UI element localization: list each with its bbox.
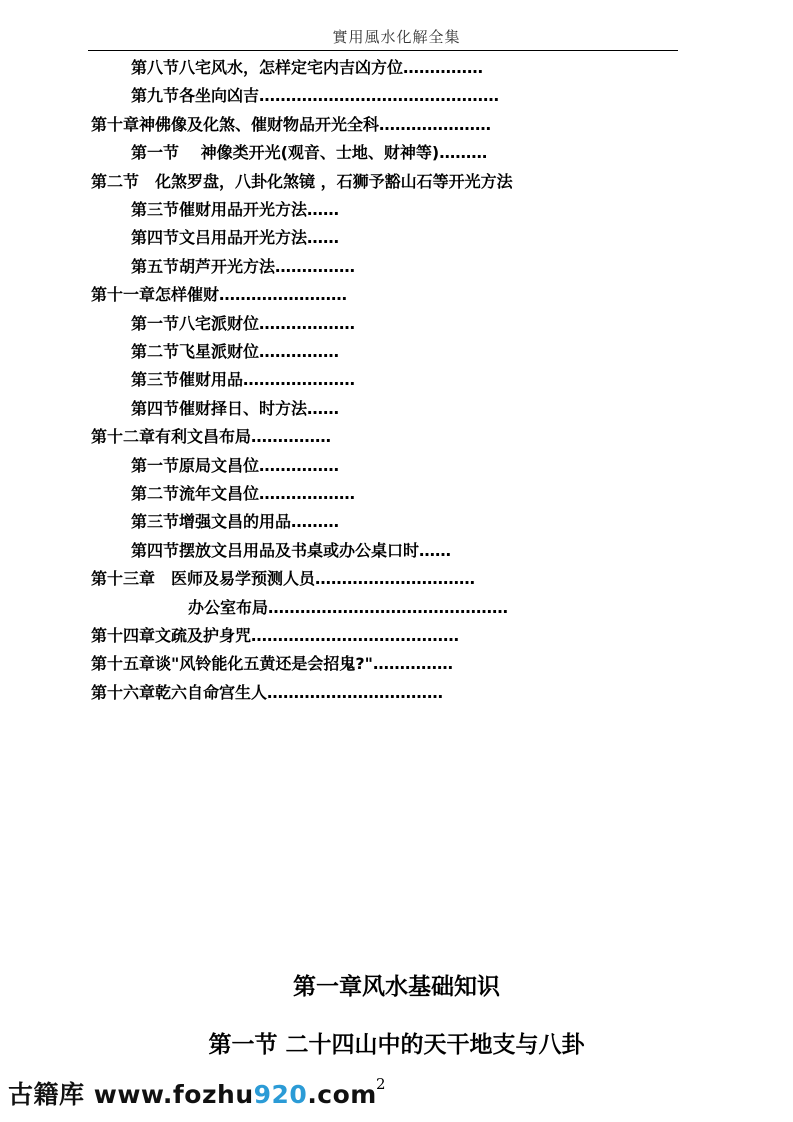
toc-entry: 第十四章文疏及护身咒………………………………… — [91, 626, 460, 645]
watermark-site-name: 古籍库 — [8, 1080, 85, 1109]
toc-entry: 第三节增强文昌的用品……… — [131, 512, 340, 532]
toc-entry: 第十六章乾六自命宫生人…………………………… — [91, 682, 444, 702]
toc-entry: 第二节 化煞罗盘，八卦化煞镜 ，石狮予豁山石等开光方法 — [91, 171, 513, 191]
toc-entry: 第五节胡芦开光方法…………… — [131, 256, 356, 276]
section-title: 第一节 二十四山中的天干地支与八卦 — [208, 1032, 585, 1058]
toc-entry: 第二节流年文昌位……………… — [131, 484, 356, 503]
toc-entry: 第九节各坐向凶吉……………………………………… — [131, 86, 500, 106]
toc-entry: 办公室布局……………………………………… — [188, 597, 509, 617]
chapter-title: 第一章风水基础知识 — [293, 974, 500, 1000]
page-header-title: 實用風水化解全集 — [332, 28, 461, 46]
toc-entry: 第四节摆放文吕用品及书桌或办公桌口时…… — [131, 540, 452, 560]
toc-entry: 第十一章怎样催财…………………… — [91, 285, 348, 305]
toc-entry: 第八节八宅风水，怎样定宅内吉凶方位…………… — [131, 58, 484, 77]
toc-entry: 第十三章 医师及易学预测人员………………………… — [91, 569, 476, 589]
toc-entry: 第四节文吕用品开光方法…… — [131, 228, 340, 248]
toc-entry: 第一节原局文昌位…………… — [131, 455, 340, 475]
page-number: 2 — [376, 1075, 386, 1093]
toc-entry: 第十五章谈"风铃能化五黄还是会招鬼?"…………… — [91, 654, 453, 674]
toc-entry: 第三节催财用品开光方法…… — [131, 200, 340, 219]
toc-entry: 第三节催财用品………………… — [131, 370, 356, 390]
toc-entry: 第一节 神像类开光(观音、士地、财神等)……… — [131, 143, 488, 163]
toc-entry: 第十二章有利文昌布局…………… — [91, 427, 332, 447]
toc-entry: 第十章神佛像及化煞、催财物品开光全科………………… — [91, 114, 492, 134]
toc-entry: 第四节催财择日、时方法…… — [131, 398, 340, 418]
toc-entry: 第二节飞星派财位…………… — [131, 342, 340, 361]
toc-entry: 第一节八宅派财位……………… — [131, 313, 356, 333]
watermark — [8, 1078, 377, 1112]
watermark-url-suffix: .com — [307, 1080, 377, 1109]
watermark-url-number: 920 — [253, 1080, 308, 1109]
watermark-url-prefix: www.fozhu — [93, 1080, 254, 1109]
header-rule — [88, 50, 678, 51]
